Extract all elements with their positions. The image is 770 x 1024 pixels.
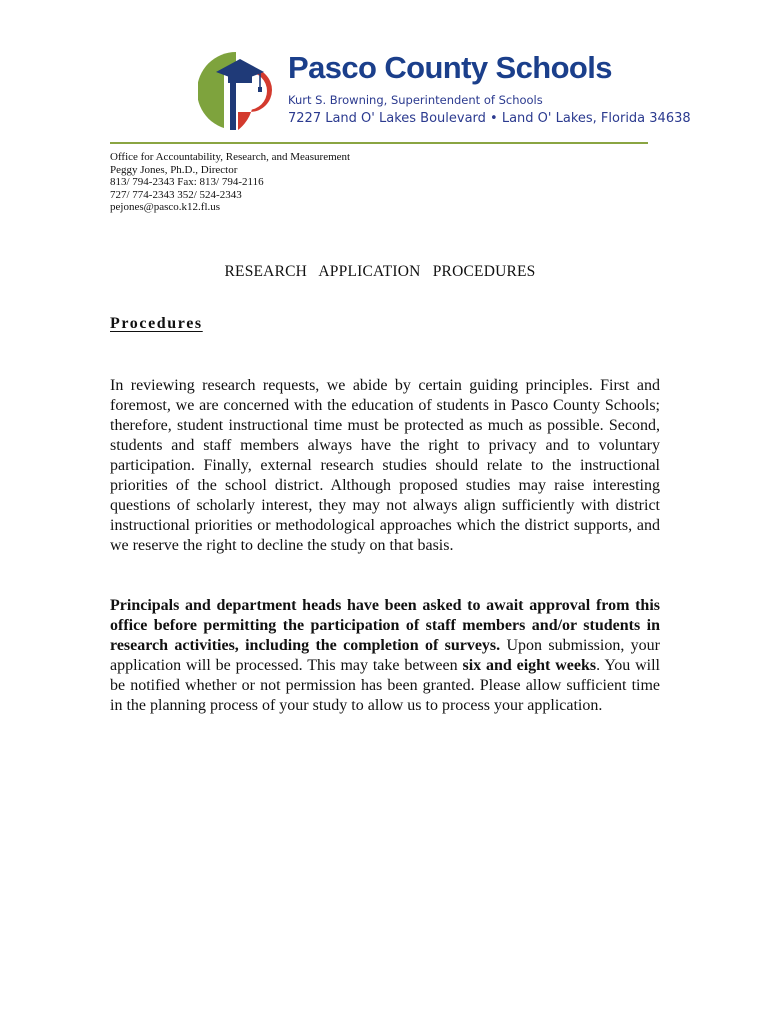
approval-text-b: . You will be notified whether or not permission has been granted. Please allow sufficient time in the planning process of your study to allow us to process your application.	[110, 657, 661, 714]
director-name: Peggy Jones, Ph.D., Director	[110, 163, 238, 176]
paragraph-principles: In reviewing research requests, we abide by certain guiding principles. First and foremost, we are concerned with the education of students in Pasco County Schools; therefore, student instructional time must be protected as much as possible. Second, students and staff members always have the right to privacy and to voluntary participation. Finally, external research studies should relate to the instructional priorities of the school district. Although proposed studies may raise interesting questions of scholarly interest, they may not always align sufficiently with district instructional priorities or methodological approaches which the district supports, and we reserve the right to decline the study on that basis.	[110, 377, 660, 554]
office-name: Office for Accountability, Research, and Measurement	[110, 151, 351, 163]
org-name: Pasco County Schools	[288, 50, 612, 85]
phone-line-1: 813/ 794-2343 Fax: 813/ 794-2116	[110, 176, 264, 189]
paragraph-approval	[110, 596, 660, 716]
superintendent-line: Kurt S. Browning, Superintendent of Schools	[288, 93, 543, 107]
phone-line-2: 727/ 774-2343 352/ 524-2343	[110, 188, 242, 201]
letterhead	[198, 48, 691, 134]
approval-text-a: Upon submission, your application will be processed. This may take between	[110, 637, 660, 674]
email-address: pejones@pasco.k12.fl.us	[110, 201, 221, 214]
approval-bold-lead: Principals and department heads have been asked to await approval from this office before permitting the participation of staff members and/or students in research activities, including the completion of surveys.	[110, 597, 660, 654]
address-line: 7227 Land O' Lakes Boulevard • Land O' Lakes, Florida 34638	[288, 111, 691, 126]
approval-timeframe: six and eight weeks	[462, 657, 597, 674]
pasco-logo-icon	[198, 50, 274, 132]
document-title-text: RESEARCH APPLICATION PROCEDURES	[224, 263, 536, 280]
contact-block	[110, 151, 350, 214]
header-divider	[110, 142, 648, 144]
document-title	[110, 263, 650, 281]
section-heading: Procedures	[110, 315, 203, 332]
